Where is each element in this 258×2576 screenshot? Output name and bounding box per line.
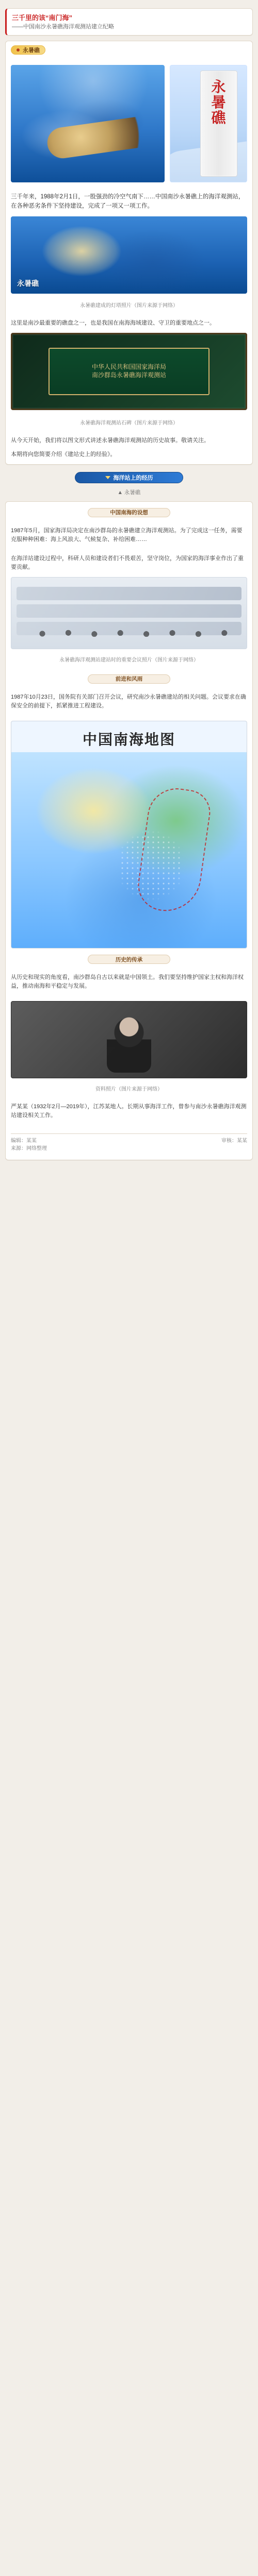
footer-right: 审核：某某 <box>221 1138 247 1144</box>
intro-tag <box>11 45 45 55</box>
monument-text: 永 暑 礁 <box>211 78 227 127</box>
portrait-photo <box>11 1001 247 1078</box>
content-block-2: 在海洋站建设过程中，科研人员和建设者们不畏艰苦，坚守岗位，为国家的海洋事业作出了重要贡献。 <box>11 555 244 570</box>
badge-1 <box>75 472 183 483</box>
badge-1-note: ▲ 永暑礁 <box>117 489 141 496</box>
portrait-caption: 资料照片（图片来源于网络） <box>95 1087 163 1093</box>
meeting-row-2 <box>17 604 241 618</box>
plaque-text: 中华人民共和国国家海洋局 南沙群岛永暑礁海洋观测站 <box>91 363 166 379</box>
portrait-silhouette <box>107 1011 151 1073</box>
title-line2: ——中国南沙永暑礁海洋观测站建立纪略 <box>12 24 114 30</box>
content-card <box>5 501 253 1160</box>
caption-1: 永暑礁建成的灯塔照片（图片来源于网络） <box>80 302 178 309</box>
footer-row <box>11 1137 247 1145</box>
monument-pillar <box>200 71 237 177</box>
badge-3: 前进和风雨 <box>88 674 170 684</box>
plaque-plate <box>49 348 209 395</box>
content-block-3: 1987年10月23日，国务院有关部门召开会议，研究南沙永暑礁建站的相关问题。会议要求在确保安全的前提下，抓紧推进工程建设。 <box>11 693 246 709</box>
island-photo <box>11 216 247 294</box>
chevron-down-icon <box>105 476 110 479</box>
island-photo-label: 永暑礁 <box>17 279 39 287</box>
tag-dot-icon <box>17 48 20 52</box>
intro-paragraph-3: 从今天开始，我们将以图文形式讲述永暑礁海洋观测站的历史故事。敬请关注。 <box>11 437 209 444</box>
badge-4: 历史的传承 <box>88 955 170 964</box>
meeting-row-1 <box>17 587 241 600</box>
badge-1-label: 海洋站上的经历 <box>113 474 153 481</box>
intro-tag-label: 永暑礁 <box>23 47 40 54</box>
plaque-image <box>11 333 247 410</box>
intro-paragraph-2: 这里是南沙最重要的礁盘之一，也是我国在南海海域建设、守卫的重要地点之一。 <box>11 319 215 326</box>
caption-2: 永暑礁海洋观测站石碑（图片来源于网络） <box>80 420 178 426</box>
badge-2: 中国南海的设想 <box>88 508 170 517</box>
title-line1: 三千里的该“南门海” <box>12 14 73 22</box>
south-china-sea-map <box>11 721 247 948</box>
map-title: 中国南海地图 <box>82 731 175 749</box>
article-title <box>5 8 253 36</box>
bio: 严某某（1932年2月—2019年），江苏某地人。长期从事海洋工作，曾参与南沙永暑礁海洋观测站建设相关工作。 <box>11 1104 247 1119</box>
footer-separator <box>11 1133 247 1134</box>
intro-card <box>5 41 253 465</box>
intro-hero <box>6 60 252 188</box>
map-islands-dots <box>120 829 182 902</box>
hero-image <box>11 65 165 182</box>
island-shape <box>45 114 162 160</box>
intro-paragraph-4: 本期将向您简要介绍《建站史上的经验》。 <box>11 451 116 457</box>
meeting-caption: 永暑礁海洋观测站建站时的重要会议照片（图片来源于网络） <box>59 657 199 663</box>
meeting-photo <box>11 577 247 649</box>
monument-image <box>170 65 247 182</box>
intro-paragraph-1: 三千年来，1988年2月1日，一股强劲的冷空气南下……中国南沙永暑礁上的海洋观测站，在各种恶劣条件下坚持建设，完成了一项又一项工作。 <box>11 194 245 209</box>
footer-left: 编辑：某某 <box>11 1138 37 1144</box>
content-block-1: 1987年5月，国家海洋局决定在南沙群岛的永暑礁建立海洋观测站。为了完成这一任务，需要克服种种困难：海上风浪大、气候复杂、补给困难…… <box>11 527 243 543</box>
content-block-4: 从历史和现实的角度看，南沙群岛自古以来就是中国领土。我们要坚持维护国家主权和海洋权益，推动南海和平稳定与发展。 <box>11 974 244 990</box>
footer <box>6 1125 252 1160</box>
meeting-people <box>21 625 237 642</box>
footer-note: 来源：网络整理 <box>11 1146 47 1152</box>
map-body <box>11 752 247 948</box>
